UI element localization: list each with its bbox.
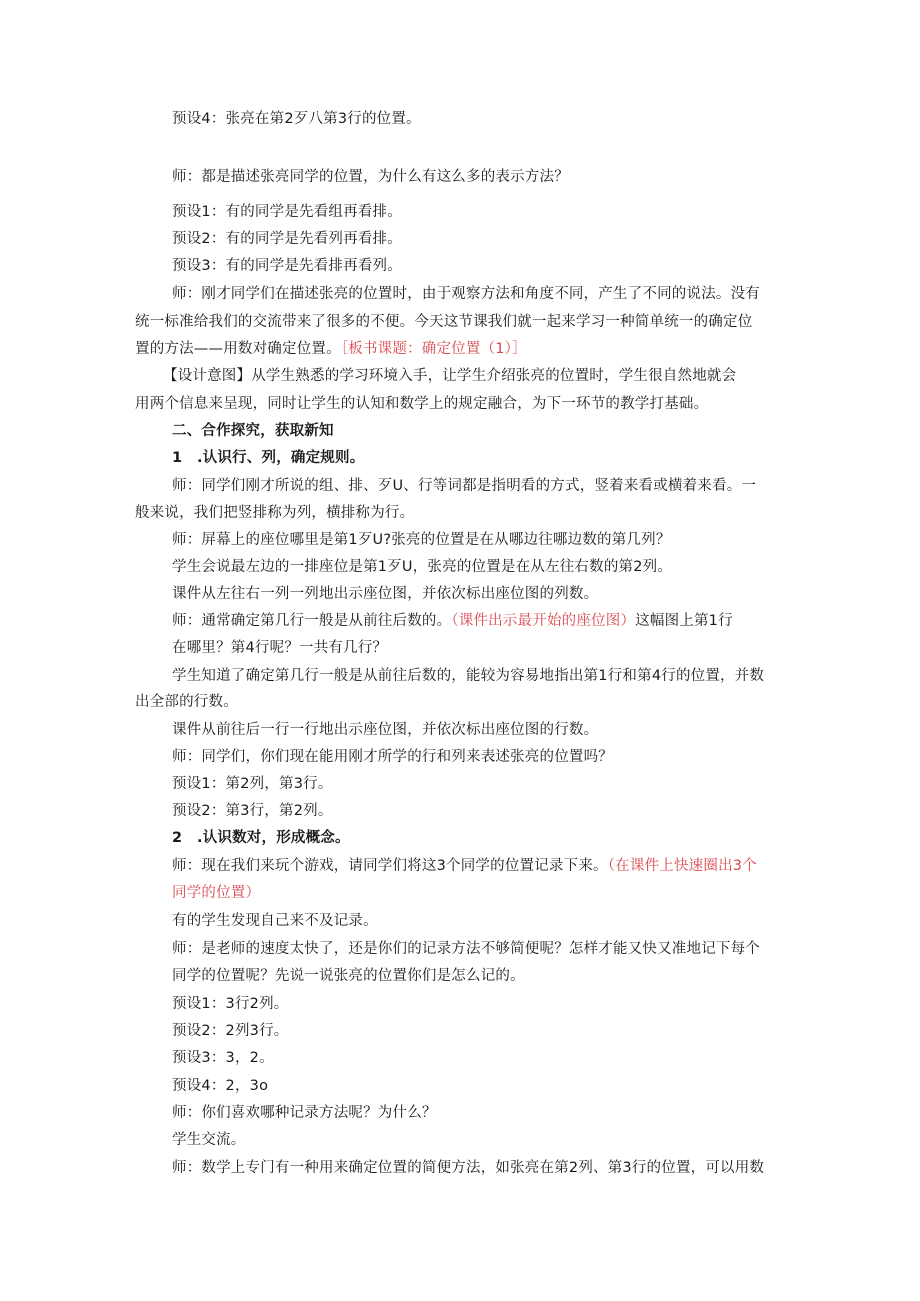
text-segment: 师：通常确定第几行一般是从前往后数的。: [172, 613, 452, 629]
subsection-heading: 1 .认识行、列，确定规则。: [172, 450, 365, 466]
design-intent-line: 【设计意图】从学生熟悉的学习环境入手，让学生介绍张亮的位置时，学生很自然地就会: [163, 368, 737, 384]
text-line: [172, 611, 733, 631]
text-line: 学生知道了确定第几行一般是从前往后数的，能较为容易地指出第1行和第4行的位置，并数: [172, 668, 765, 684]
text-line: 课件从前往后一行一行地出示座位图，并依次标出座位图的行数。: [172, 722, 599, 738]
text-line: 统一标准给我们的交流带来了很多的不便。今天这节课我们就一起来学习一种简单统一的确定位: [135, 314, 753, 330]
courseware-note: 同学的位置）: [172, 885, 261, 901]
section-heading: 二、合作探究，获取新知: [172, 423, 334, 439]
text-line: 预设2：第3行，第2列。: [172, 803, 333, 819]
text-line: 预设1：3行2列。: [172, 996, 289, 1012]
text-line: 有的学生发现自己来不及记录。: [172, 913, 378, 929]
text-line: 师：数学上专门有一种用来确定位置的简便方法，如张亮在第2列、第3行的位置，可以用数: [172, 1160, 765, 1176]
text-line: 预设3：有的同学是先看排再看列。: [172, 258, 402, 274]
text-line: 师：都是描述张亮同学的位置，为什么有这么多的表示方法？: [172, 169, 569, 185]
text-line: 师：屏幕上的座位哪里是第1歹U?张亮的位置是在从哪边往哪边数的第几列？: [172, 532, 671, 548]
text-line: 学生交流。: [172, 1132, 246, 1148]
text-line: 预设1：有的同学是先看组再看排。: [172, 204, 402, 220]
text-line: 学生会说最左边的一排座位是第1歹U，张亮的位置是在从左往右数的第2列。: [172, 559, 673, 575]
text-line: 预设2：有的同学是先看列再看排。: [172, 231, 402, 247]
courseware-note: （课件出示最开始的座位图）: [451, 613, 636, 629]
text-line: 同学的位置呢？先说一说张亮的位置你们是怎么记的。: [172, 968, 525, 984]
text-line: 预设1：第2列，第3行。: [172, 776, 333, 792]
text-line: 般来说，我们把竖排称为列，横排称为行。: [135, 505, 415, 521]
text-segment: 这幅图上第1行: [635, 613, 733, 629]
text-segment: 置的方法——用数对确定位置。: [135, 341, 341, 357]
text-line: 用两个信息来呈现，同时让学生的认知和数学上的规定融合，为下一环节的教学打基础。: [135, 396, 709, 412]
text-line: 师：同学们，你们现在能用刚才所学的行和列来表述张亮的位置吗？: [172, 749, 613, 765]
text-line: 师：你们喜欢哪种记录方法呢？为什么？: [172, 1105, 437, 1121]
text-line: 预设3：3，2。: [172, 1050, 274, 1066]
text-line: 预设4：2，3o: [172, 1078, 269, 1094]
text-line: 师：是老师的速度太快了，还是你们的记录方法不够简便呢？怎样才能又快又准地记下每个: [172, 941, 760, 957]
text-line: [135, 339, 527, 359]
text-line: 预设2：2列3行。: [172, 1023, 289, 1039]
text-line: 师：刚才同学们在描述张亮的位置时，由于观察方法和角度不同，产生了不同的说法。没有: [172, 286, 760, 302]
text-line: 出全部的行数。: [135, 694, 238, 710]
text-line: 师：同学们刚才所说的组、排、歹U、行等词都是指明看的方式，竖着来看或横着来看。一: [172, 478, 757, 494]
board-title-note: ［板书课题：确定位置（1）］: [340, 341, 527, 357]
courseware-note: （在课件上快速圈出3个: [607, 858, 757, 874]
text-line: [172, 856, 757, 876]
text-line: 课件从左往右一列一列地出示座位图，并依次标出座位图的列数。: [172, 586, 599, 602]
text-line: 预设4：张亮在第2歹八第3行的位置。: [172, 111, 421, 127]
subsection-heading: 2 .认识数对，形成概念。: [172, 830, 350, 846]
text-line: 在哪里？第4行呢？一共有几行？: [172, 640, 388, 656]
text-segment: 师：现在我们来玩个游戏，请同学们将这3个同学的位置记录下来。: [172, 858, 608, 874]
